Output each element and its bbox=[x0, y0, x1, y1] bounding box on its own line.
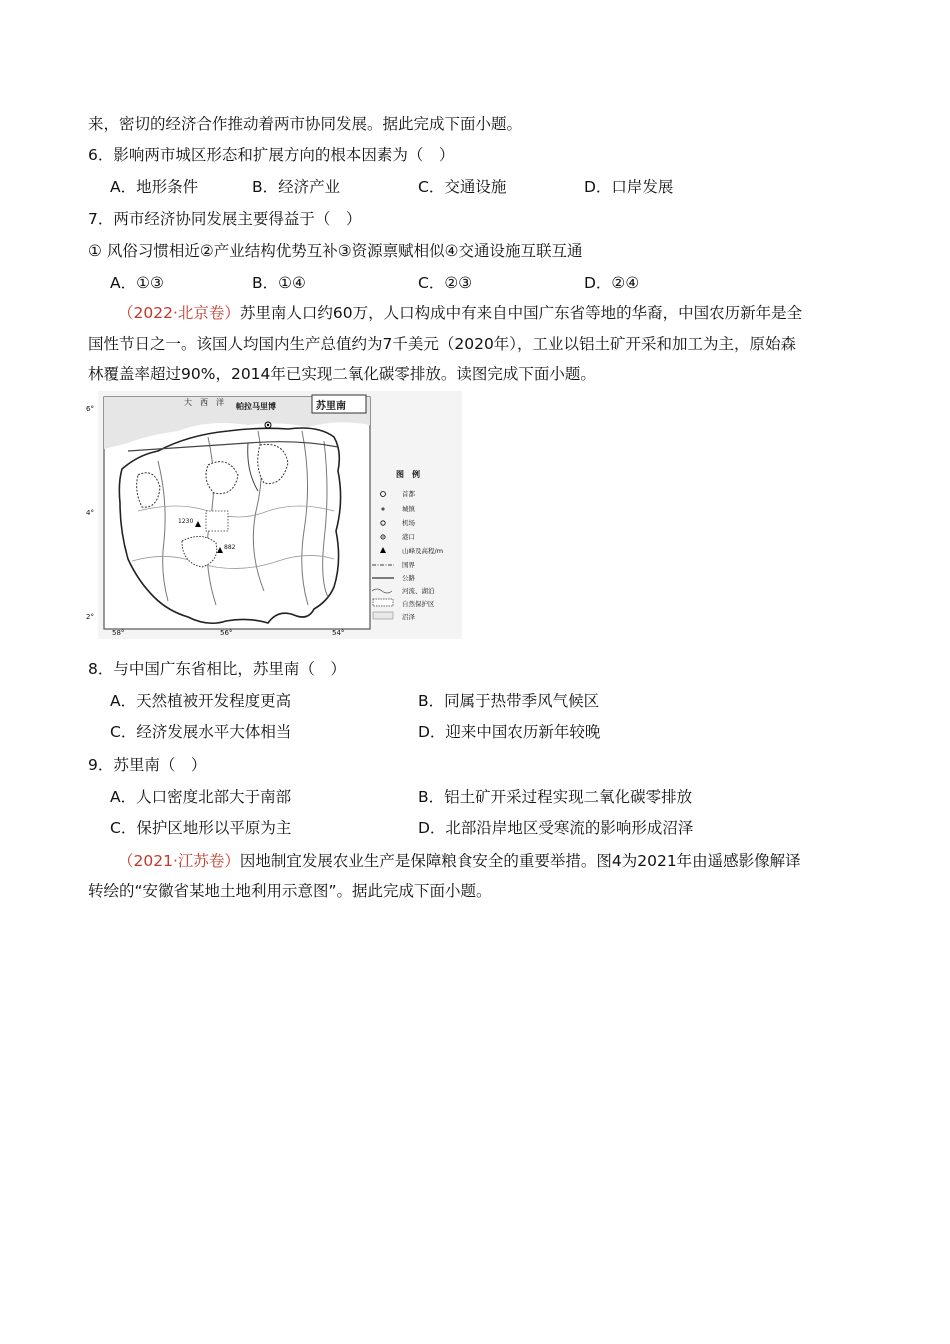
peak-label-1230: 1230 bbox=[178, 518, 194, 525]
passage-suriname-line1: （2022·北京卷）苏里南人口约60万，人口构成中有来自中国广东省等地的华裔，中国农历新年是全 bbox=[118, 304, 803, 322]
lat-label-2: 2° bbox=[86, 613, 94, 621]
source-tag: （2022·北京卷） bbox=[118, 304, 240, 322]
q9-option-c[interactable]: C．保护区地形以平原为主 bbox=[110, 819, 292, 837]
q9-option-a[interactable]: A．人口密度北部大于南部 bbox=[110, 788, 292, 806]
q8-option-a[interactable]: A．天然植被开发程度更高 bbox=[110, 692, 292, 710]
lon-label-56: 56° bbox=[220, 629, 233, 637]
legend-title: 图 例 bbox=[396, 470, 420, 479]
question-7-items: ① 风俗习惯相近②产业结构优势互补③资源禀赋相似④交通设施互联互通 bbox=[88, 242, 583, 260]
q6-option-d[interactable]: D．口岸发展 bbox=[584, 178, 674, 196]
source-tag: （2021·江苏卷） bbox=[118, 852, 240, 870]
legend-road: 公路 bbox=[402, 574, 415, 582]
passage-suriname-line2: 国性节日之一。该国人均国内生产总值约为7千美元（2020年），工业以铝土矿开采和加工为主，原始森 bbox=[88, 335, 797, 353]
q9-option-d[interactable]: D．北部沿岸地区受寒流的影响形成沼泽 bbox=[418, 819, 694, 837]
legend-swamp: 沼泽 bbox=[402, 613, 415, 621]
q7-option-b[interactable]: B．①④ bbox=[252, 274, 306, 292]
question-8-stem: 8．与中国广东省相比，苏里南（ ） bbox=[88, 660, 346, 678]
capital-label: 帕拉马里博 bbox=[236, 402, 276, 411]
q9-option-b[interactable]: B．铝土矿开采过程实现二氧化碳零排放 bbox=[418, 788, 693, 806]
question-9-stem: 9．苏里南（ ） bbox=[88, 756, 207, 774]
q7-option-a[interactable]: A．①③ bbox=[110, 274, 164, 292]
q6-option-a[interactable]: A．地形条件 bbox=[110, 178, 199, 196]
q8-option-c[interactable]: C．经济发展水平大体相当 bbox=[110, 723, 292, 741]
q6-option-c[interactable]: C．交通设施 bbox=[418, 178, 507, 196]
legend-airport: 机场 bbox=[402, 519, 415, 527]
question-6-stem: 6．影响两市城区形态和扩展方向的根本因素为（ ） bbox=[88, 146, 455, 164]
passage-jiangsu-line2: 转绘的“安徽省某地土地利用示意图”。据此完成下面小题。 bbox=[88, 882, 492, 900]
q8-option-b[interactable]: B．同属于热带季风气候区 bbox=[418, 692, 600, 710]
legend-peak: 山峰及高程/m bbox=[402, 547, 444, 555]
ocean-label: 大 西 洋 bbox=[184, 398, 224, 407]
question-7-stem: 7．两市经济协同发展主要得益于（ ） bbox=[88, 210, 362, 228]
lat-label-4: 4° bbox=[86, 509, 94, 517]
legend-capital: 首都 bbox=[402, 490, 415, 498]
q7-option-d[interactable]: D．②④ bbox=[584, 274, 640, 292]
lon-label-54: 54° bbox=[332, 629, 345, 637]
passage-suriname-line3: 林覆盖率超过90%，2014年已实现二氧化碳零排放。读图完成下面小题。 bbox=[88, 365, 596, 383]
passage-jiangsu-line1: （2021·江苏卷）因地制宜发展农业生产是保障粮食安全的重要举措。图4为2021年由遥感影像解译 bbox=[118, 852, 801, 870]
legend-border: 国界 bbox=[402, 561, 415, 569]
legend-port: 港口 bbox=[402, 533, 415, 541]
legend-town: 城镇 bbox=[402, 505, 415, 513]
suriname-map bbox=[86, 391, 462, 639]
q7-option-c[interactable]: C．②③ bbox=[418, 274, 473, 292]
legend-reserve: 自然保护区 bbox=[402, 600, 435, 608]
q8-option-d[interactable]: D．迎来中国农历新年较晚 bbox=[418, 723, 601, 741]
passage-tail: 来，密切的经济合作推动着两市协同发展。据此完成下面小题。 bbox=[88, 115, 523, 133]
q6-option-b[interactable]: B．经济产业 bbox=[252, 178, 341, 196]
lon-label-58: 58° bbox=[112, 629, 125, 637]
lat-label-6: 6° bbox=[86, 405, 94, 413]
peak-label-882: 882 bbox=[224, 544, 236, 551]
legend-river: 河流、湖泊 bbox=[402, 587, 435, 595]
map-title: 苏里南 bbox=[316, 401, 346, 412]
